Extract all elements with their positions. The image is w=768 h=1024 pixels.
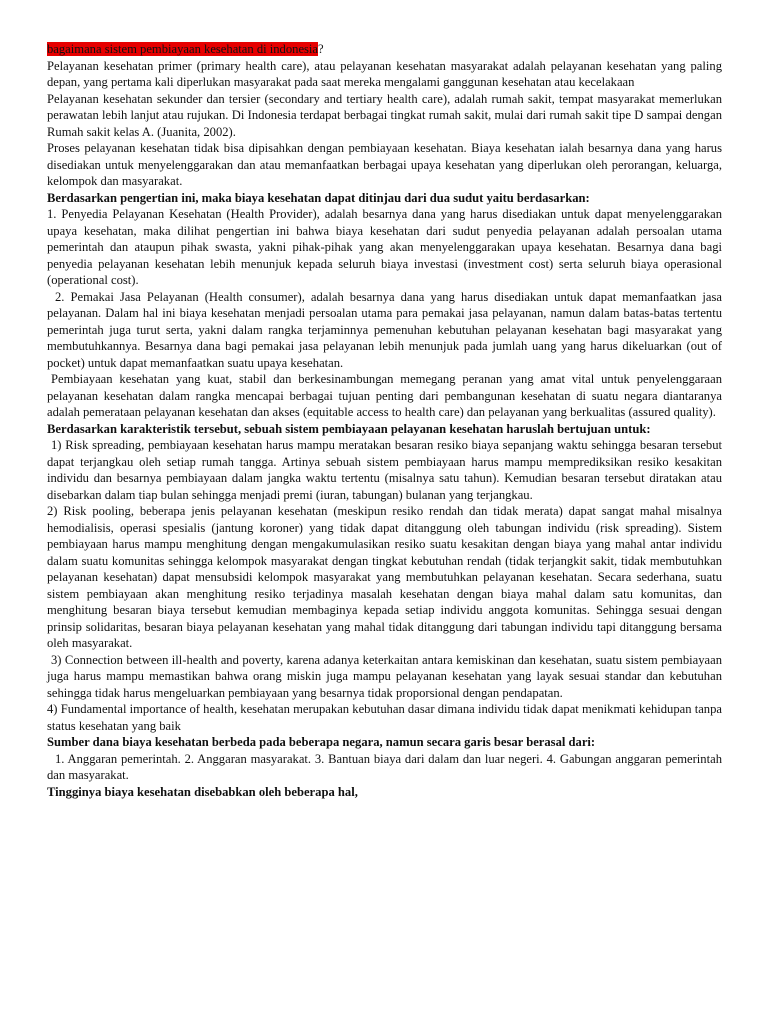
paragraph-primary-care: Pelayanan kesehatan primer (primary health care), atau pelayanan kesehatan masyarakat adalah pelayanan kesehatan yang paling depan, yang pertama kali diperlukan masyarakat pada saat mereka mengalami ganggunan kesehatan atau kecelakaan xyxy=(47,58,722,89)
heading-two-perspectives: Berdasarkan pengertian ini, maka biaya kesehatan dapat ditinjau dari dua sudut yaitu berdasarkan: xyxy=(47,190,590,205)
question-line xyxy=(47,41,722,58)
paragraph-ill-health-poverty: 3) Connection between ill-health and poverty, karena adanya keterkaitan antara kemiskinan dan kesehatan, suatu sistem pembiayaan juga harus mampu memastikan bahwa orang miskin juga mampu pelayanan kesehatan yang layak sesuai standar dan kebutuhan sehingga tidak harus mengeluarkan pembiayaan yang besarnya tidak proporsional dengan pendapatan. xyxy=(47,652,722,700)
paragraph-secondary-care: Pelayanan kesehatan sekunder dan tersier (secondary and tertiary health care), adalah rumah sakit, tempat masyarakat memerlukan perawatan lebih lanjut atau rujukan. Di Indonesia terdapat berbagai tingkat rumah sakit, mulai dari rumah sakit tipe D sampai dengan Rumah sakit kelas A. (Juanita, 2002). xyxy=(47,91,722,139)
heading-funding-sources: Sumber dana biaya kesehatan berbeda pada beberapa negara, namun secara garis besar berasal dari: xyxy=(47,735,596,749)
question-mark: ? xyxy=(318,42,324,56)
paragraph-risk-spreading: 1) Risk spreading, pembiayaan kesehatan harus mampu meratakan besaran resiko biaya sepanjang waktu sehingga besaran tersebut dapat terjangkau oleh setiap rumah tangga. Artinya sebuah sistem pembiayaan harus mampu memprediksikan resiko kesakitan individu dan besarnya pembiayaan dalam jangka waktu tertentu (misalnya satu tahun). Kemudian besaran tersebut diratakan atau disebarkan dalam tiap bulan sehingga menjadi premi (iuran, tabungan) bulanan yang terjangkau. xyxy=(47,438,722,502)
heading-high-costs: Tingginya biaya kesehatan disebabkan oleh beberapa hal, xyxy=(47,784,358,799)
heading-system-goals: Berdasarkan karakteristik tersebut, sebuah sistem pembiayaan pelayanan kesehatan haruslah bertujuan untuk: xyxy=(47,421,651,436)
paragraph-risk-pooling: 2) Risk pooling, beberapa jenis pelayanan kesehatan (meskipun resiko rendah dan tidak merata) dapat sangat mahal misalnya hemodialisis, operasi spesialis (jantung koroner) yang tidak dapat ditanggung oleh tabungan individu (risk spreading). Sistem pembiayaan harus mampu menghitung dengan mengakumulasikan resiko suatu kesakitan dengan biaya yang mahal antar individu dalam suatu komunitas sehingga kelompok masyarakat dengan tingkat kebutuhan rendah (tidak terjangkit sakit, tidak membutuhkan pelayanan kesehatan) dapat mensubsidi kelompok masyarakat yang membutuhkan pelayanan kesehatan. Secara sederhana, suatu sistem pembiayaan akan menghitung resiko terjadinya masalah kesehatan dengan biaya mahal dalam satu komunitas, dan menghitung besaran biaya tersebut kemudian membaginya kepada setiap individu anggota komunitas. Sehingga sesuai dengan prinsip solidaritas, besaran biaya pelayanan kesehatan yang mahal tidak ditanggung dari tabungan individu tapi ditanggung bersama oleh masyarakat. xyxy=(47,504,722,650)
paragraph-funding-list: 1. Anggaran pemerintah. 2. Anggaran masyarakat. 3. Bantuan biaya dari dalam dan luar negeri. 4. Gabungan anggaran pemerintah dan masyarakat. xyxy=(47,751,722,782)
document-page xyxy=(47,41,722,800)
paragraph-strong-financing: Pembiayaan kesehatan yang kuat, stabil dan berkesinambungan memegang peranan yang amat vital untuk penyelenggaraan pelayanan kesehatan dalam rangka mencapai berbagai tujuan penting dari pembangunan kesehatan di suatu negara diantaranya adalah pemerataan pelayanan kesehatan dan akses (equitable access to health care) dan pelayanan yang berkualitas (assured quality). xyxy=(47,372,722,419)
paragraph-health-consumer: 2. Pemakai Jasa Pelayanan (Health consumer), adalah besarnya dana yang harus disediakan untuk dapat memanfaatkan jasa pelayanan. Dalam hal ini biaya kesehatan menjadi persoalan utama para pemakai jasa pelayanan, namun dalam batas-batas tertentu pemerintah juga turut serta, yakni dalam rangka terjaminnya pemenuhan kebutuhan pelayanan kesehatan bagi masyarakat yang membutuhkannya. Besarnya dana bagi pemakai jasa pelayanan lebih menunjuk pada jumlah uang yang harus dikeluarkan (out of pocket) untuk dapat memanfaatkan suatu upaya kesehatan. xyxy=(47,289,722,370)
highlighted-question: bagaimana sistem pembiayaan kesehatan di indonesia xyxy=(47,42,319,56)
paragraph-fundamental-health: 4) Fundamental importance of health, kesehatan merupakan kebutuhan dasar dimana individu tidak dapat menikmati kehidupan tanpa status kesehatan yang baik xyxy=(47,702,722,733)
paragraph-health-cost: Proses pelayanan kesehatan tidak bisa dipisahkan dengan pembiayaan kesehatan. Biaya kesehatan ialah besarnya dana yang harus disediakan untuk menyelenggarakan dan atau memanfaatkan berbagai upaya kesehatan yang diperlukan oleh perorangan, keluarga, kelompok dan masyarakat. xyxy=(47,141,722,188)
paragraph-health-provider: 1. Penyedia Pelayanan Kesehatan (Health Provider), adalah besarnya dana yang harus disediakan untuk dapat menyelenggarakan upaya kesehatan, maka dilihat pengertian ini bahwa biaya kesehatan dari sudut penyedia pelayanan adalah persoalan utama pemerintah dan ataupun pihak swasta, yakni pihak-pihak yang akan menyelenggarakan upaya kesehatan. Besarnya dana bagi penyedia pelayanan kesehatan lebih menunjuk kepada seluruh biaya investasi (investment cost) serta seluruh biaya operasional (operational cost). xyxy=(47,207,722,287)
